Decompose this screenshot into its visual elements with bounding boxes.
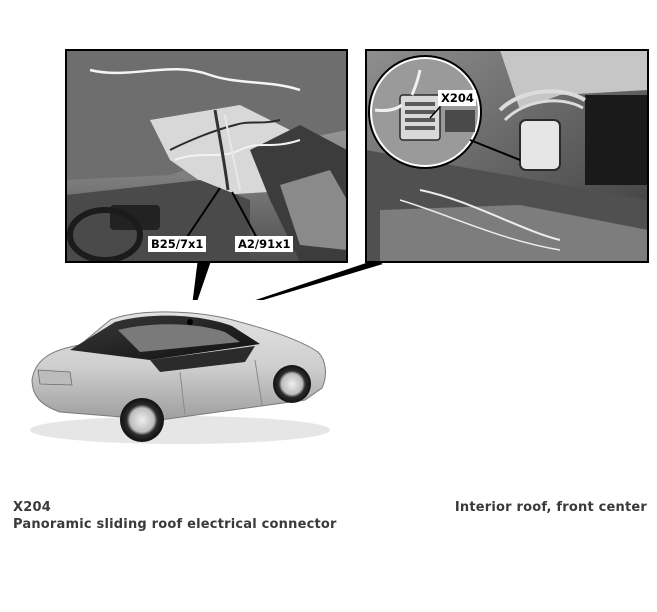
callout-label-a2-91x1: A2/91x1 bbox=[238, 237, 291, 251]
callout-label-x204: X204 bbox=[441, 91, 474, 105]
component-location: Interior roof, front center bbox=[454, 500, 647, 515]
right-detail-photo bbox=[366, 50, 648, 262]
vehicle-illustration bbox=[27, 300, 330, 450]
component-description: Panoramic sliding roof electrical connector bbox=[13, 517, 337, 532]
callout-label-b25-7x1: B25/7x1 bbox=[151, 237, 204, 251]
component-code: X204 bbox=[13, 500, 51, 515]
left-detail-photo bbox=[66, 50, 347, 262]
